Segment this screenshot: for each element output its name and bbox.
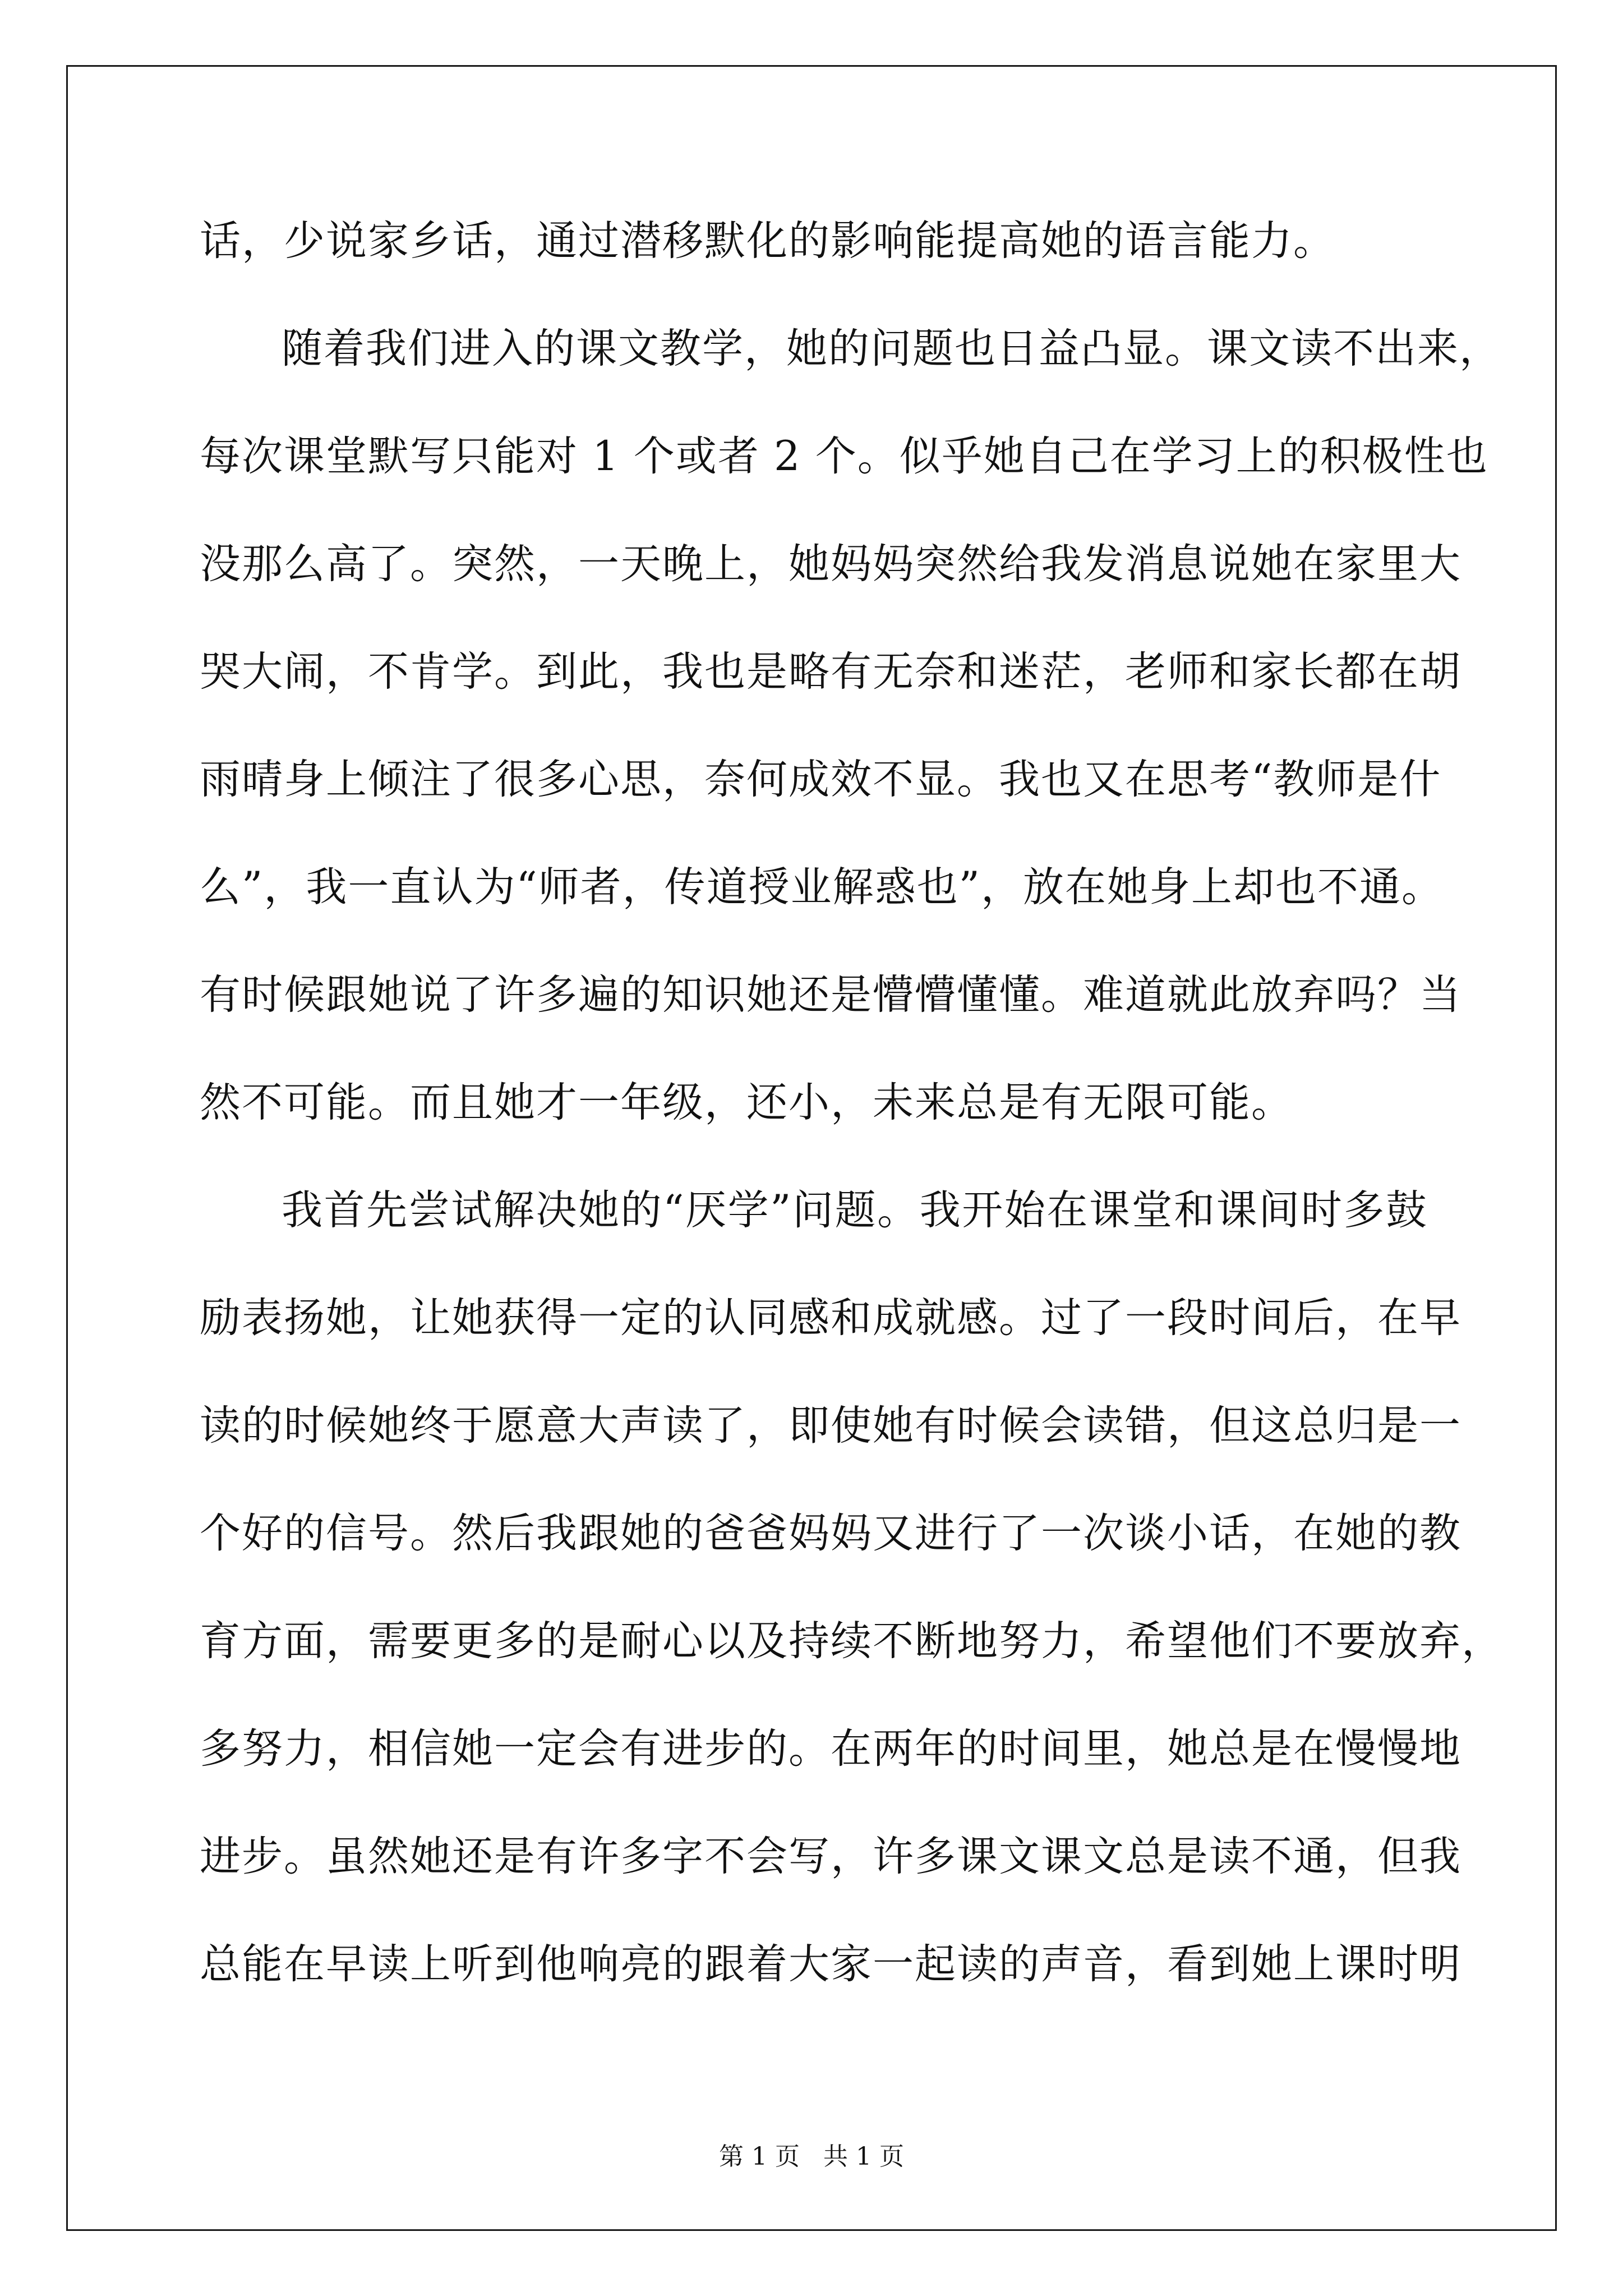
text-line-5: 哭大闹，不肯学。到此，我也是略有无奈和迷茫，老师和家长都在胡 [200,648,1461,696]
paragraph-start-line-2: 随着我们进入的课文教学，她的问题也日益凸显。课文读不出来， [282,325,1501,372]
text-line-17: 总能在早读上听到他响亮的跟着大家一起读的声音，看到她上课时明 [200,1940,1461,1988]
text-line-7: 么”，我一直认为“师者，传道授业解惑也”，放在她身上却也不通。 [200,863,1444,911]
text-line-15: 多努力，相信她一定会有进步的。在两年的时间里，她总是在慢慢地 [200,1725,1461,1773]
text-line-14: 育方面，需要更多的是耐心以及持续不断地努力，希望他们不要放弃， [200,1617,1504,1665]
paragraph-start-line-10: 我首先尝试解决她的“厌学”问题。我开始在课堂和课间时多鼓 [282,1186,1428,1234]
text-line-3: 每次课堂默写只能对 1 个或者 2 个。似乎她自己在学习上的积极性也 [200,432,1488,480]
text-line-1: 话，少说家乡话，通过潜移默化的影响能提高她的语言能力。 [200,217,1335,265]
text-line-6: 雨晴身上倾注了很多心思，奈何成效不显。我也又在思考“教师是什 [200,756,1442,803]
text-line-8: 有时候跟她说了许多遍的知识她还是懵懵懂懂。难道就此放弃吗？当 [200,971,1461,1019]
page-total: 共 1 页 [823,2142,904,2171]
text-line-11: 励表扬她，让她获得一定的认同感和成就感。过了一段时间后，在早 [200,1294,1461,1342]
page-number: 第 1 页 [719,2142,800,2171]
text-line-4: 没那么高了。突然，一天晚上，她妈妈突然给我发消息说她在家里大 [200,540,1461,588]
page-border [66,65,1557,2231]
text-line-9: 然不可能。而且她才一年级，还小，未来总是有无限可能。 [200,1079,1293,1126]
text-line-12: 读的时候她终于愿意大声读了，即使她有时候会读错，但这总归是一 [200,1402,1461,1450]
text-line-13: 个好的信号。然后我跟她的爸爸妈妈又进行了一次谈小话，在她的教 [200,1510,1461,1557]
page-footer [0,2140,1623,2174]
text-line-16: 进步。虽然她还是有许多字不会写，许多课文课文总是读不通，但我 [200,1833,1461,1880]
